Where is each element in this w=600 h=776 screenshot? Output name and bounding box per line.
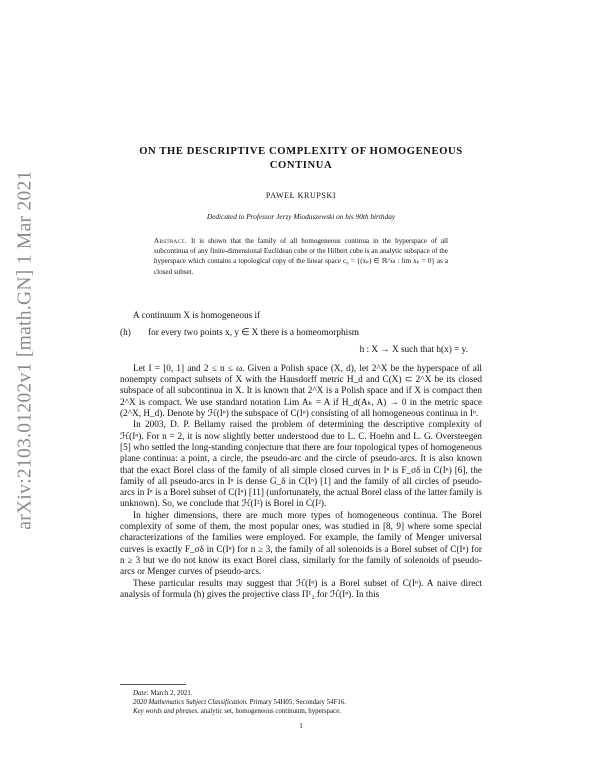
footnote-divider: [120, 684, 186, 685]
footnotes: [120, 689, 482, 717]
paragraph-3: In higher dimensions, there are much more types of homogeneous continua. The Borel complexity of some of them, the most popular ones, was studied in [8, 9] where some special characterizations of the families were employed. For example, the family of Menger universal curves is exactly F_σδ in C(Iⁿ) for n ≥ 3, the family of all solenoids is a Borel subset of C(Iⁿ) for n ≥ 3 but we do not know its exact Borel class, similarly for the family of solenoids of pseudo-arcs or Menger curves of pseudo-arcs.: [120, 510, 482, 578]
msc-label: 2020 Mathematics Subject Classification.: [133, 699, 248, 707]
date-value: March 2, 2021.: [150, 690, 193, 697]
keywords-label: Key words and phrases.: [133, 708, 199, 716]
footnote-msc: [120, 698, 482, 707]
dedication: Dedicated to Professor Jerzy Mioduszewski on his 90th birthday: [206, 212, 396, 221]
arxiv-identifier: [6, 40, 46, 660]
date-label: Date:: [133, 690, 149, 697]
body-text: [120, 311, 482, 601]
paragraph-4: These particular results may suggest that ℋ(Iⁿ) is a Borel subset of C(Iⁿ). A naive direct analysis of formula (h) gives the projective class Π¹₂ for ℋ(Iⁿ). In this: [120, 578, 482, 600]
paragraph-2: In 2003, D. P. Bellamy raised the problem of determining the descriptive complexity of ℋ(Iⁿ). For n = 2, it is now slightly better understood due to L. C. Hoehn and L. G. Oversteegen [5] who settled the long-standing conjecture that there are four topological types of homogeneous plane continua: a point, a circle, the pseudo-arc and the circle of pseudo-arcs. It is also known that the exact Borel class of the family of all simple closed curves in Iⁿ is F_σδ in C(Iⁿ) [6], the family of all pseudo-arcs in Iⁿ is dense G_δ in C(Iⁿ) [1] and the family of all circles of pseudo-arcs in Iⁿ is a Borel subset of C(Iⁿ) [11] (unfortunately, the actual Borel class of the latter family is unknown). So, we conclude that ℋ(I²) is Borel in C(I²).: [120, 420, 482, 510]
footnote-date: [120, 689, 482, 698]
intro-paragraph: A continuum X is homogeneous if: [133, 311, 261, 321]
footnote-keywords: [120, 707, 482, 716]
title-line-1: ON THE DESCRIPTIVE COMPLEXITY OF HOMOGENEOUS: [139, 146, 463, 157]
title-line-2: CONTINUA: [269, 159, 333, 171]
arxiv-identifier-text: arXiv:2103.01202v1 [math.GN] 1 Mar 2021: [15, 170, 36, 530]
page-number: 1: [299, 722, 303, 730]
condition-text: for every two points x, y ∈ X there is a homeomorphism: [148, 328, 360, 339]
abstract-label: Abstract.: [154, 237, 188, 245]
keywords-value: analytic set, homogeneous continuum, hyperspace.: [200, 708, 341, 716]
msc-value: Primary 54H05; Secondary 54F16.: [249, 699, 347, 707]
author-name: PAWEŁ KRUPSKI: [265, 191, 337, 200]
paper-title: [120, 145, 482, 172]
paragraph-1: Let I = [0, 1] and 2 ≤ n ≤ ω. Given a Polish space (X, d), let 2^X be the hyperspace of all nonempty compact subsets of X with the Hausdorff metric H_d and C(X) ⊂ 2^X be its closed subspace of all subcontinua in X. It is known that 2^X is a Polish space and if X is compact then 2^X is compact. We use standard notation Lim Aₖ = A if H_d(Aₖ, A) → 0 in the metric space (2^X, H_d). Denote by ℋ(Iⁿ) the subspace of C(Iⁿ) consisting of all homogeneous continua in Iⁿ.: [120, 363, 482, 420]
display-equation: h : X → X such that h(x) = y.: [359, 344, 468, 355]
abstract-text: It is shown that the family of all homogeneous continua in the hyperspace of all subcontinua of any finite-dimensional Euclidean cube or the Hilbert cube is an analytic subspace of the hyperspace which contains a topological copy of the linear space c₀ = {(xₖ) ∈ ℝ^ω : lim xₖ = 0} as a closed subset.: [154, 237, 448, 276]
condition-h: [120, 328, 482, 339]
condition-tag: (h): [120, 328, 131, 339]
abstract: [154, 236, 448, 277]
